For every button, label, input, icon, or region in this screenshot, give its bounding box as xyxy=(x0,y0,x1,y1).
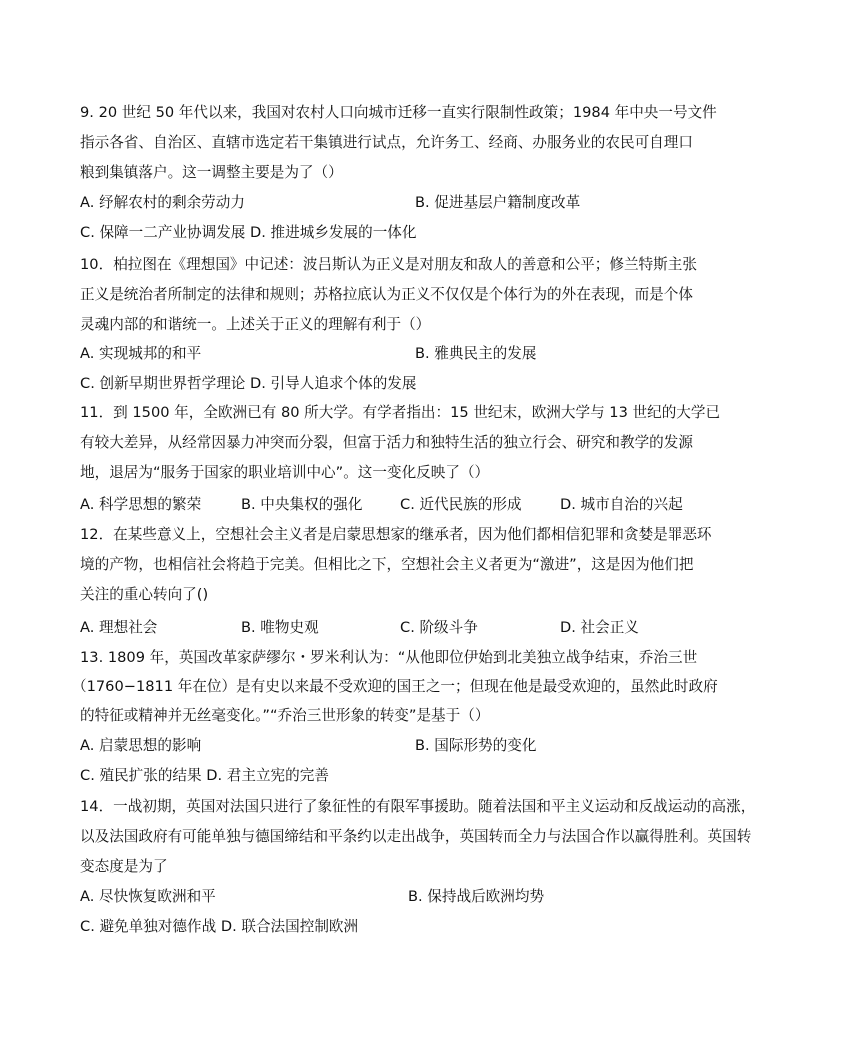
question-10-option-a: A. 实现城邦的和平 xyxy=(80,345,202,362)
question-11-stem-line-3: 地，退居为“服务于国家的职业培训中心”。这一变化反映了（） xyxy=(80,464,490,481)
question-12-option-b: B. 唯物史观 xyxy=(241,619,319,636)
question-12-option-c: C. 阶级斗争 xyxy=(400,619,478,636)
question-14-option-cd: C. 避免单独对德作战 D. 联合法国控制欧洲 xyxy=(80,918,359,935)
question-12-stem-line-1: 12．在某些意义上，空想社会主义者是启蒙思想家的继承者，因为他们都相信犯罪和贪婪是罪恶环 xyxy=(80,526,712,543)
question-13-stem-line-2: （1760−1811 年在位）是有史以来最不受欢迎的国王之一；但现在他是最受欢迎的，虽然此时政府 xyxy=(72,678,718,695)
question-14-option-a: A. 尽快恢复欧洲和平 xyxy=(80,888,216,905)
question-13-stem-line-1: 13. 1809 年，英国改革家萨缪尔・罗米利认为：“从他即位伊始到北美独立战争结束，乔治三世 xyxy=(80,649,698,666)
question-10-stem-line-3: 灵魂内部的和谐统一。上述关于正义的理解有利于（） xyxy=(80,316,431,333)
question-11-stem-line-1: 11．到 1500 年，全欧洲已有 80 所大学。有学者指出：15 世纪末，欧洲大学与 13 世纪的大学已 xyxy=(80,404,721,421)
question-11-option-c: C. 近代民族的形成 xyxy=(400,496,522,513)
question-14-option-b: B. 保持战后欧洲均势 xyxy=(408,888,545,905)
question-9-option-a: A. 纾解农村的剩余劳动力 xyxy=(80,194,245,211)
question-10-stem-line-2: 正义是统治者所制定的法律和规则；苏格拉底认为正义不仅仅是个体行为的外在表现，而是个体 xyxy=(80,286,693,303)
question-11-stem-line-2: 有较大差异，从经常因暴力冲突而分裂，但富于活力和独特生活的独立行会、研究和教学的发源 xyxy=(80,434,693,451)
question-12-stem-line-2: 境的产物，也相信社会将趋于完美。但相比之下，空想社会主义者更为“激进”，这是因为他们把 xyxy=(80,556,694,573)
question-12-option-a: A. 理想社会 xyxy=(80,619,158,636)
question-14-stem-line-3: 变态度是为了 xyxy=(80,858,168,875)
question-13-option-a: A. 启蒙思想的影响 xyxy=(80,737,202,754)
question-11-option-a: A. 科学思想的繁荣 xyxy=(80,496,202,513)
question-10-option-b: B. 雅典民主的发展 xyxy=(415,345,537,362)
question-13-option-b: B. 国际形势的变化 xyxy=(415,737,537,754)
question-14-stem-line-1: 14．一战初期，英国对法国只进行了象征性的有限军事援助。随着法国和平主义运动和反战运动的高涨， xyxy=(80,798,756,815)
question-10-stem-line-1: 10．柏拉图在《理想国》中记述：波吕斯认为正义是对朋友和敌人的善意和公平；修兰特斯主张 xyxy=(80,256,697,273)
question-14-stem-line-2: 以及法国政府有可能单独与德国缔结和平条约以走出战争，英国转而全力与法国合作以赢得胜利。英国转 xyxy=(80,828,752,845)
question-13-stem-line-3: 的特征或精神并无丝毫变化。”“乔治三世形象的转变”是基于（） xyxy=(80,707,490,724)
question-9-stem-line-1: 9. 20 世纪 50 年代以来，我国对农村人口向城市迁移一直实行限制性政策；1984 年中央一号文件 xyxy=(80,104,717,121)
question-11-option-d: D. 城市自治的兴起 xyxy=(560,496,683,513)
question-12-stem-line-3: 关注的重心转向了() xyxy=(80,586,209,603)
question-9-option-cd: C. 保障一二产业协调发展 D. 推进城乡发展的一体化 xyxy=(80,224,417,241)
question-9-stem-line-2: 指示各省、自治区、直辖市选定若干集镇进行试点，允许务工、经商、办服务业的农民可自理口 xyxy=(80,134,693,151)
question-10-option-cd: C. 创新早期世界哲学理论 D. 引导人追求个体的发展 xyxy=(80,375,417,392)
question-9-option-b: B. 促进基层户籍制度改革 xyxy=(415,194,581,211)
question-13-option-cd: C. 殖民扩张的结果 D. 君主立宪的完善 xyxy=(80,767,329,784)
question-9-stem-line-3: 粮到集镇落户。这一调整主要是为了（） xyxy=(80,164,343,181)
question-12-option-d: D. 社会正义 xyxy=(560,619,639,636)
question-11-option-b: B. 中央集权的强化 xyxy=(241,496,363,513)
